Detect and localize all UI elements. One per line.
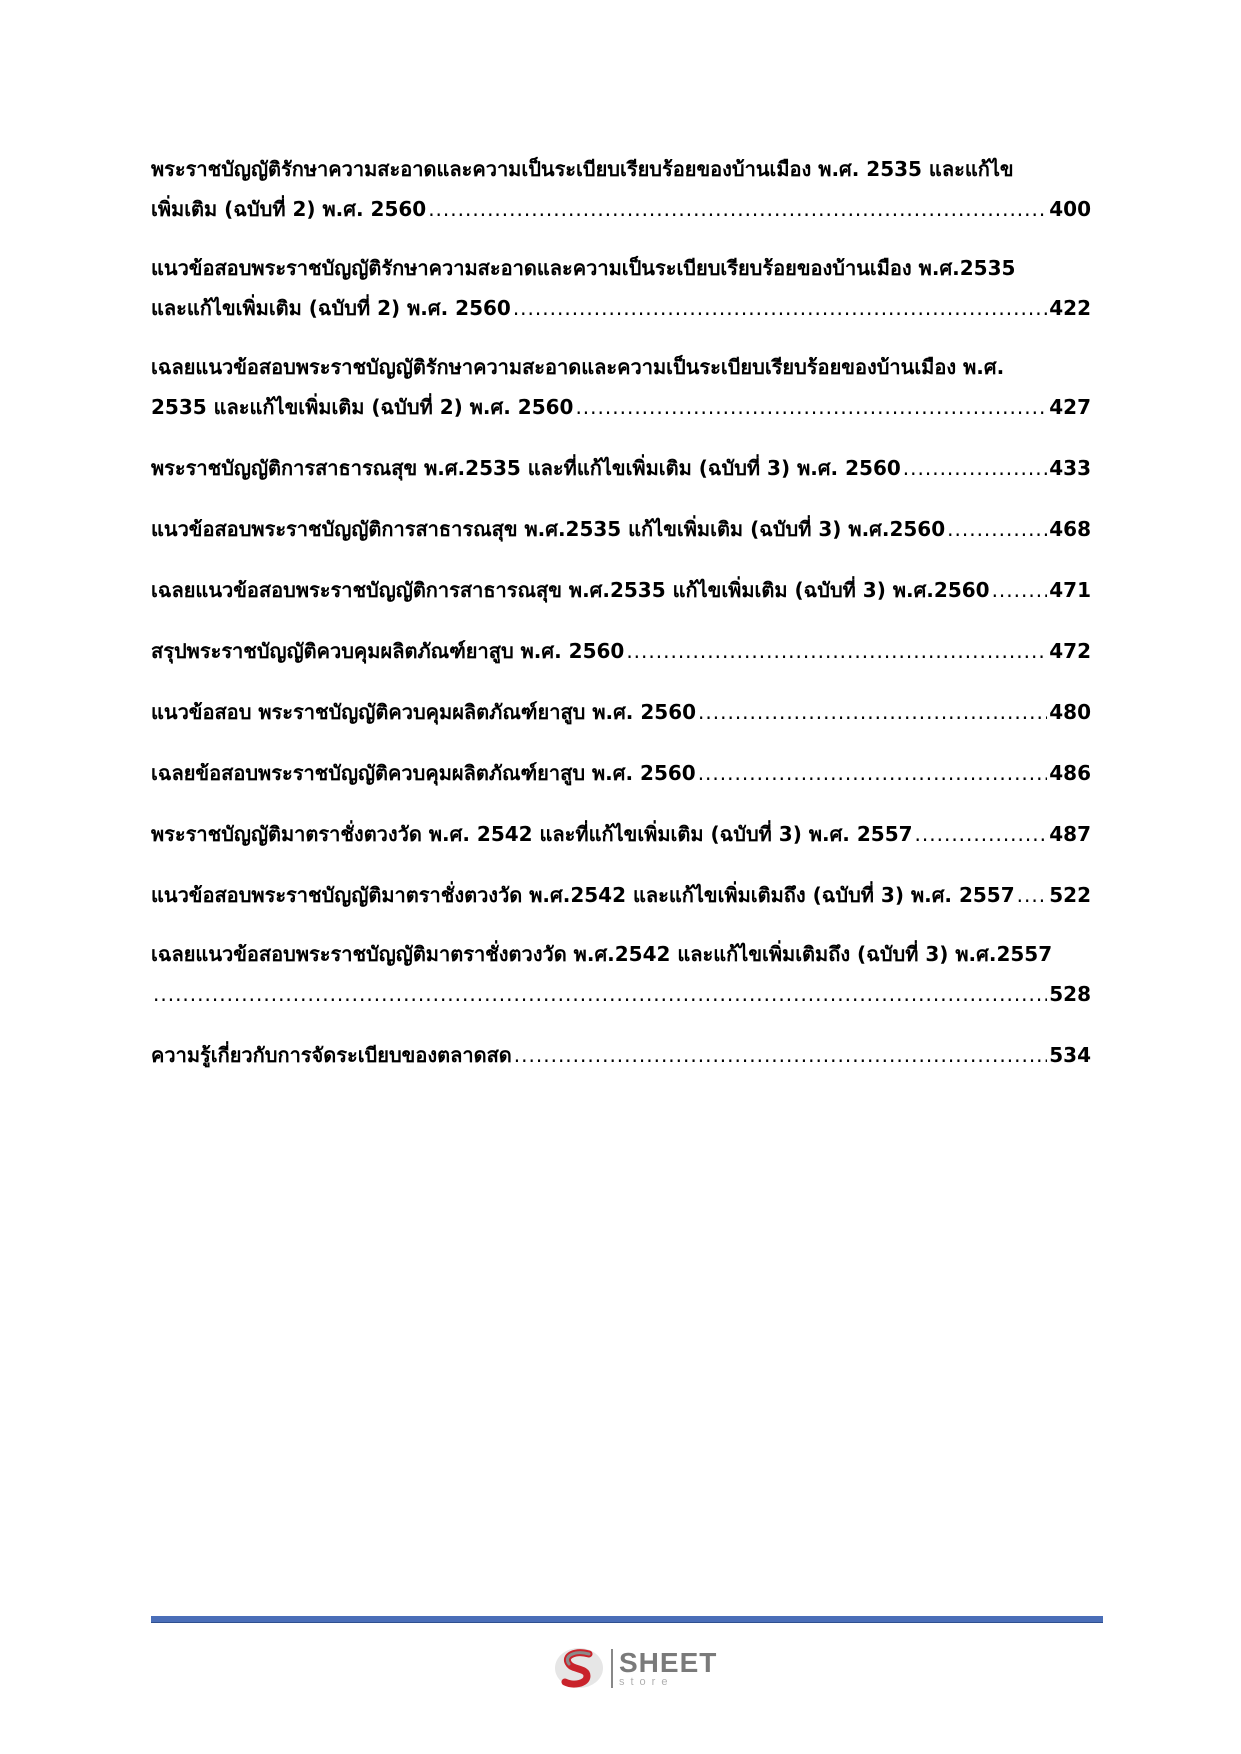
toc-entry-title: แนวข้อสอบพระราชบัญญัติการสาธารณสุข พ.ศ.2535 แก้ไขเพิ่มเติม (ฉบับที่ 3) พ.ศ.2560 (151, 517, 946, 541)
toc-entry[interactable] (151, 150, 1091, 230)
toc-page-number: 528 (1049, 982, 1091, 1006)
toc-page-number: 471 (1049, 578, 1091, 602)
sheet-store-logo (553, 1644, 717, 1692)
toc-entry-title: เฉลยข้อสอบพระราชบัญญัติควบคุมผลิตภัณฑ์ยาสูบ พ.ศ. 2560 (151, 761, 696, 785)
dot-leader (1017, 874, 1048, 916)
toc-entry-title: แนวข้อสอบ พระราชบัญญัติควบคุมผลิตภัณฑ์ยาสูบ พ.ศ. 2560 (151, 700, 697, 724)
toc-entry-title-line1: พระราชบัญญัติรักษาความสะอาดและความเป็นระเบียบเรียบร้อยของบ้านเมือง พ.ศ. 2535 และแก้ไข (151, 157, 1014, 181)
toc-entry-title-line2: เพิ่มเติม (ฉบับที่ 2) พ.ศ. 2560 (151, 197, 427, 221)
toc-page-number: 534 (1049, 1043, 1091, 1067)
toc-entry-title-line2: 2535 และแก้ไขเพิ่มเติม (ฉบับที่ 2) พ.ศ. 2560 (151, 395, 574, 419)
dot-leader (153, 973, 1047, 1015)
toc-entry[interactable] (151, 691, 1091, 733)
toc-entry-title: พระราชบัญญัติการสาธารณสุข พ.ศ.2535 และที่แก้ไขเพิ่มเติม (ฉบับที่ 3) พ.ศ. 2560 (151, 456, 901, 480)
dot-leader (903, 447, 1047, 489)
dot-leader (514, 1034, 1047, 1076)
toc-entry[interactable] (151, 752, 1091, 794)
toc-entry[interactable] (151, 447, 1091, 489)
toc-entry-title: พระราชบัญญัติมาตราชั่งตวงวัด พ.ศ. 2542 และที่แก้ไขเพิ่มเติม (ฉบับที่ 3) พ.ศ. 2557 (151, 822, 913, 846)
toc-entry[interactable] (151, 348, 1091, 428)
toc-entry[interactable] (151, 630, 1091, 672)
toc-page-number: 468 (1049, 517, 1091, 541)
toc-entry[interactable] (151, 813, 1091, 855)
dot-leader (626, 630, 1047, 672)
toc-page-number: 422 (1049, 296, 1091, 320)
toc-entry-title-line1: เฉลยแนวข้อสอบพระราชบัญญัติมาตราชั่งตวงวัด พ.ศ.2542 และแก้ไขเพิ่มเติมถึง (ฉบับที่ 3) พ.ศ.2557 (151, 942, 1053, 966)
toc-entry[interactable] (151, 874, 1091, 916)
toc-page-number: 486 (1049, 761, 1091, 785)
toc-entry[interactable] (151, 508, 1091, 550)
dot-leader (698, 691, 1047, 733)
toc-entry-title-line1: เฉลยแนวข้อสอบพระราชบัญญัติรักษาความสะอาดและความเป็นระเบียบเรียบร้อยของบ้านเมือง พ.ศ. (151, 355, 1005, 379)
toc-entry[interactable] (151, 1034, 1091, 1076)
sheet-store-wordmark (611, 1646, 718, 1688)
toc-page-number: 480 (1049, 700, 1091, 724)
toc-entry[interactable] (151, 935, 1091, 1015)
dot-leader (575, 386, 1047, 428)
logo-sub: store (619, 1675, 674, 1688)
toc-entry[interactable] (151, 249, 1091, 329)
toc-entry[interactable] (151, 569, 1091, 611)
dot-leader (915, 813, 1048, 855)
toc-page-number: 433 (1049, 456, 1091, 480)
toc-page-number: 487 (1049, 822, 1091, 846)
toc-entry-title: สรุปพระราชบัญญัติควบคุมผลิตภัณฑ์ยาสูบ พ.ศ. 2560 (151, 639, 625, 663)
toc-entry-title-line1: แนวข้อสอบพระราชบัญญัติรักษาความสะอาดและความเป็นระเบียบเรียบร้อยของบ้านเมือง พ.ศ.2535 (151, 256, 1016, 280)
dot-leader (992, 569, 1048, 611)
logo-word: SHEET (619, 1646, 718, 1678)
dot-leader (513, 287, 1047, 329)
toc-entry-title: แนวข้อสอบพระราชบัญญัติมาตราชั่งตวงวัด พ.ศ.2542 และแก้ไขเพิ่มเติมถึง (ฉบับที่ 3) พ.ศ. 2557 (151, 883, 1015, 907)
toc-page-number: 400 (1049, 197, 1091, 221)
toc-entry-title-line2: และแก้ไขเพิ่มเติม (ฉบับที่ 2) พ.ศ. 2560 (151, 296, 511, 320)
dot-leader (698, 752, 1048, 794)
toc-entry-title: ความรู้เกี่ยวกับการจัดระเบียบของตลาดสด (151, 1043, 512, 1067)
table-of-contents (151, 150, 1091, 1095)
dot-leader (428, 188, 1047, 230)
toc-entry-title: เฉลยแนวข้อสอบพระราชบัญญัติการสาธารณสุข พ.ศ.2535 แก้ไขเพิ่มเติม (ฉบับที่ 3) พ.ศ.2560 (151, 578, 990, 602)
sheet-store-s-logo-icon (553, 1644, 605, 1692)
footer-rule (151, 1616, 1103, 1623)
toc-page-number: 472 (1049, 639, 1091, 663)
toc-page-number: 427 (1049, 395, 1091, 419)
toc-page-number: 522 (1049, 883, 1091, 907)
dot-leader (947, 508, 1047, 550)
